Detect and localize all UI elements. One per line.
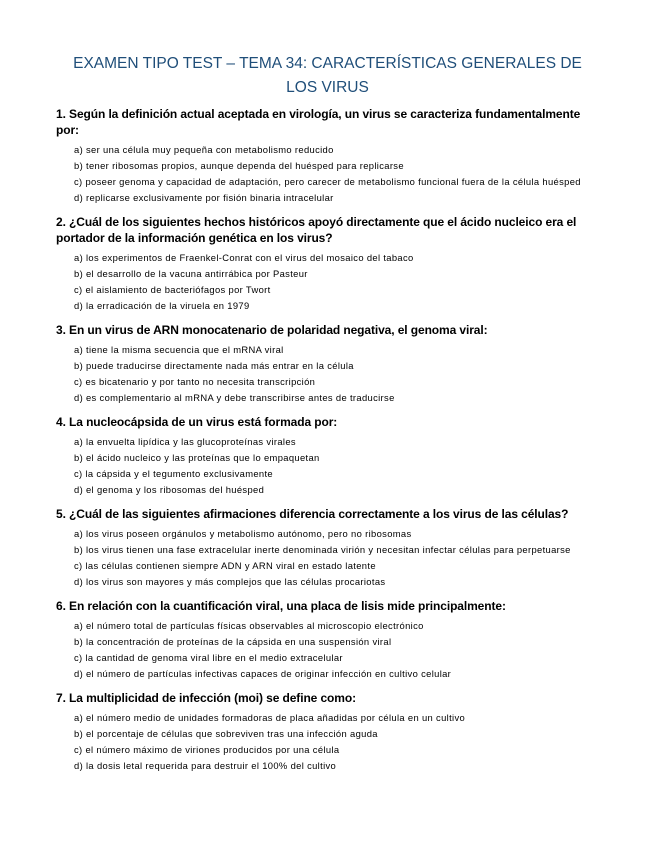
answer-option: a) el número medio de unidades formadoras de placa añadidas por célula en un cultivo [74,712,466,723]
answer-option: c) las células contienen siempre ADN y ARN viral en estado latente [74,560,376,571]
answer-option: c) poseer genoma y capacidad de adaptación, pero carecer de metabolismo funcional fuera de la célula huésped [74,176,581,187]
question-item [56,414,592,498]
answer-option: d) los virus son mayores y más complejos que las células procariotas [74,576,386,587]
answer-option: d) el genoma y los ribosomas del huésped [74,484,265,495]
question-text: 7. La multiplicidad de infección (moi) se define como: [56,691,356,705]
title-line-1: EXAMEN TIPO TEST – TEMA 34: CARACTERÍSTICAS GENERALES DE [73,55,582,72]
answer-option: c) el aislamiento de bacteriófagos por Twort [74,284,271,295]
title-line-2: LOS VIRUS [286,79,369,96]
answer-option: b) el ácido nucleico y las proteínas que lo empaquetan [74,452,320,463]
question-item [56,690,592,774]
document-title [40,52,615,100]
answer-option: a) los virus poseen orgánulos y metabolismo autónomo, pero no ribosomas [74,528,412,539]
answer-option: d) la dosis letal requerida para destruir el 100% del cultivo [74,760,337,771]
question-item [56,106,592,206]
answer-option: c) el número máximo de viriones producidos por una célula [74,744,340,755]
question-text: 4. La nucleocápsida de un virus está formada por: [56,415,338,429]
answer-option: a) ser una célula muy pequeña con metabolismo reducido [74,144,334,155]
answer-option: c) es bicatenario y por tanto no necesita transcripción [74,376,316,387]
question-text: 1. Según la definición actual aceptada en virología, un virus se caracteriza fundamentalmente por: [56,107,581,137]
question-text: 6. En relación con la cuantificación viral, una placa de lisis mide principalmente: [56,599,506,613]
question-item [56,598,592,682]
question-text: 5. ¿Cuál de las siguientes afirmaciones diferencia correctamente a los virus de las células? [56,507,569,521]
answer-option: c) la cápsida y el tegumento exclusivamente [74,468,273,479]
answer-option: d) es complementario al mRNA y debe transcribirse antes de traducirse [74,392,395,403]
answer-option: d) el número de partículas infectivas capaces de originar infección en cultivo celular [74,668,452,679]
answer-option: b) puede traducirse directamente nada más entrar en la célula [74,360,354,371]
answer-option: b) los virus tienen una fase extracelular inerte denominada virión y necesitan infectar células para perpetuarse [74,544,571,555]
answer-option: b) el porcentaje de células que sobreviven tras una infección aguda [74,728,378,739]
question-item [56,322,592,406]
answer-option: c) la cantidad de genoma viral libre en el medio extracelular [74,652,343,663]
answer-option: b) el desarrollo de la vacuna antirrábica por Pasteur [74,268,308,279]
question-item [56,214,592,314]
question-list [56,106,592,782]
answer-option: b) la concentración de proteínas de la cápsida en una suspensión viral [74,636,392,647]
answer-option: a) los experimentos de Fraenkel-Conrat con el virus del mosaico del tabaco [74,252,414,263]
answer-option: d) la erradicación de la viruela en 1979 [74,300,250,311]
answer-option: a) el número total de partículas físicas observables al microscopio electrónico [74,620,424,631]
answer-option: a) tiene la misma secuencia que el mRNA viral [74,344,284,355]
question-text: 2. ¿Cuál de los siguientes hechos históricos apoyó directamente que el ácido nucleico era el portador de la información genética en los virus? [56,215,577,245]
answer-option: d) replicarse exclusivamente por fisión binaria intracelular [74,192,334,203]
answer-option: b) tener ribosomas propios, aunque dependa del huésped para replicarse [74,160,404,171]
answer-option: a) la envuelta lipídica y las glucoproteínas virales [74,436,296,447]
question-item [56,506,592,590]
question-text: 3. En un virus de ARN monocatenario de polaridad negativa, el genoma viral: [56,323,488,337]
